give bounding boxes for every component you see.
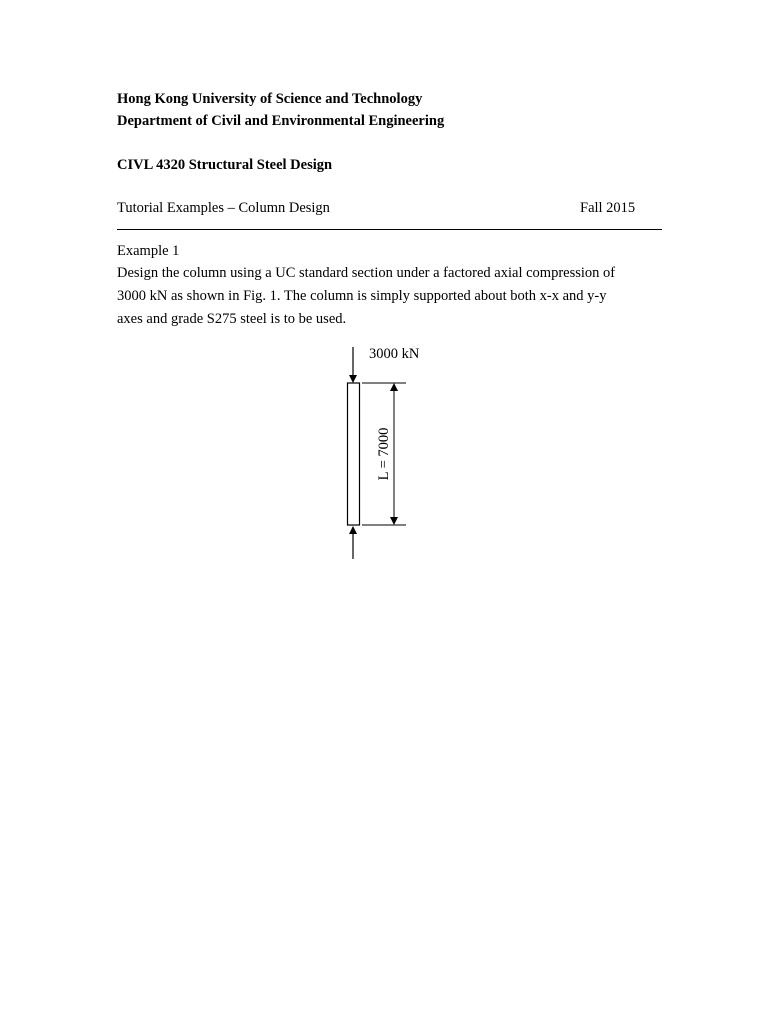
- column-member: [348, 383, 360, 525]
- description-line: axes and grade S275 steel is to be used.: [117, 311, 347, 327]
- length-label: L = 7000: [376, 427, 392, 481]
- load-label: 3000 kN: [369, 346, 420, 362]
- description-line: Design the column using a UC standard section under a factored axial compression of: [117, 265, 616, 281]
- example-label: Example 1: [117, 243, 180, 259]
- description-line: 3000 kN as shown in Fig. 1. The column is simply supported about both x-x and y-y: [117, 288, 607, 304]
- university-name: Hong Kong University of Science and Technology: [117, 91, 423, 107]
- department-name: Department of Civil and Environmental Engineering: [117, 113, 445, 129]
- course-title: CIVL 4320 Structural Steel Design: [117, 157, 333, 173]
- term-label: Fall 2015: [580, 200, 636, 216]
- tutorial-title: Tutorial Examples – Column Design: [117, 200, 330, 216]
